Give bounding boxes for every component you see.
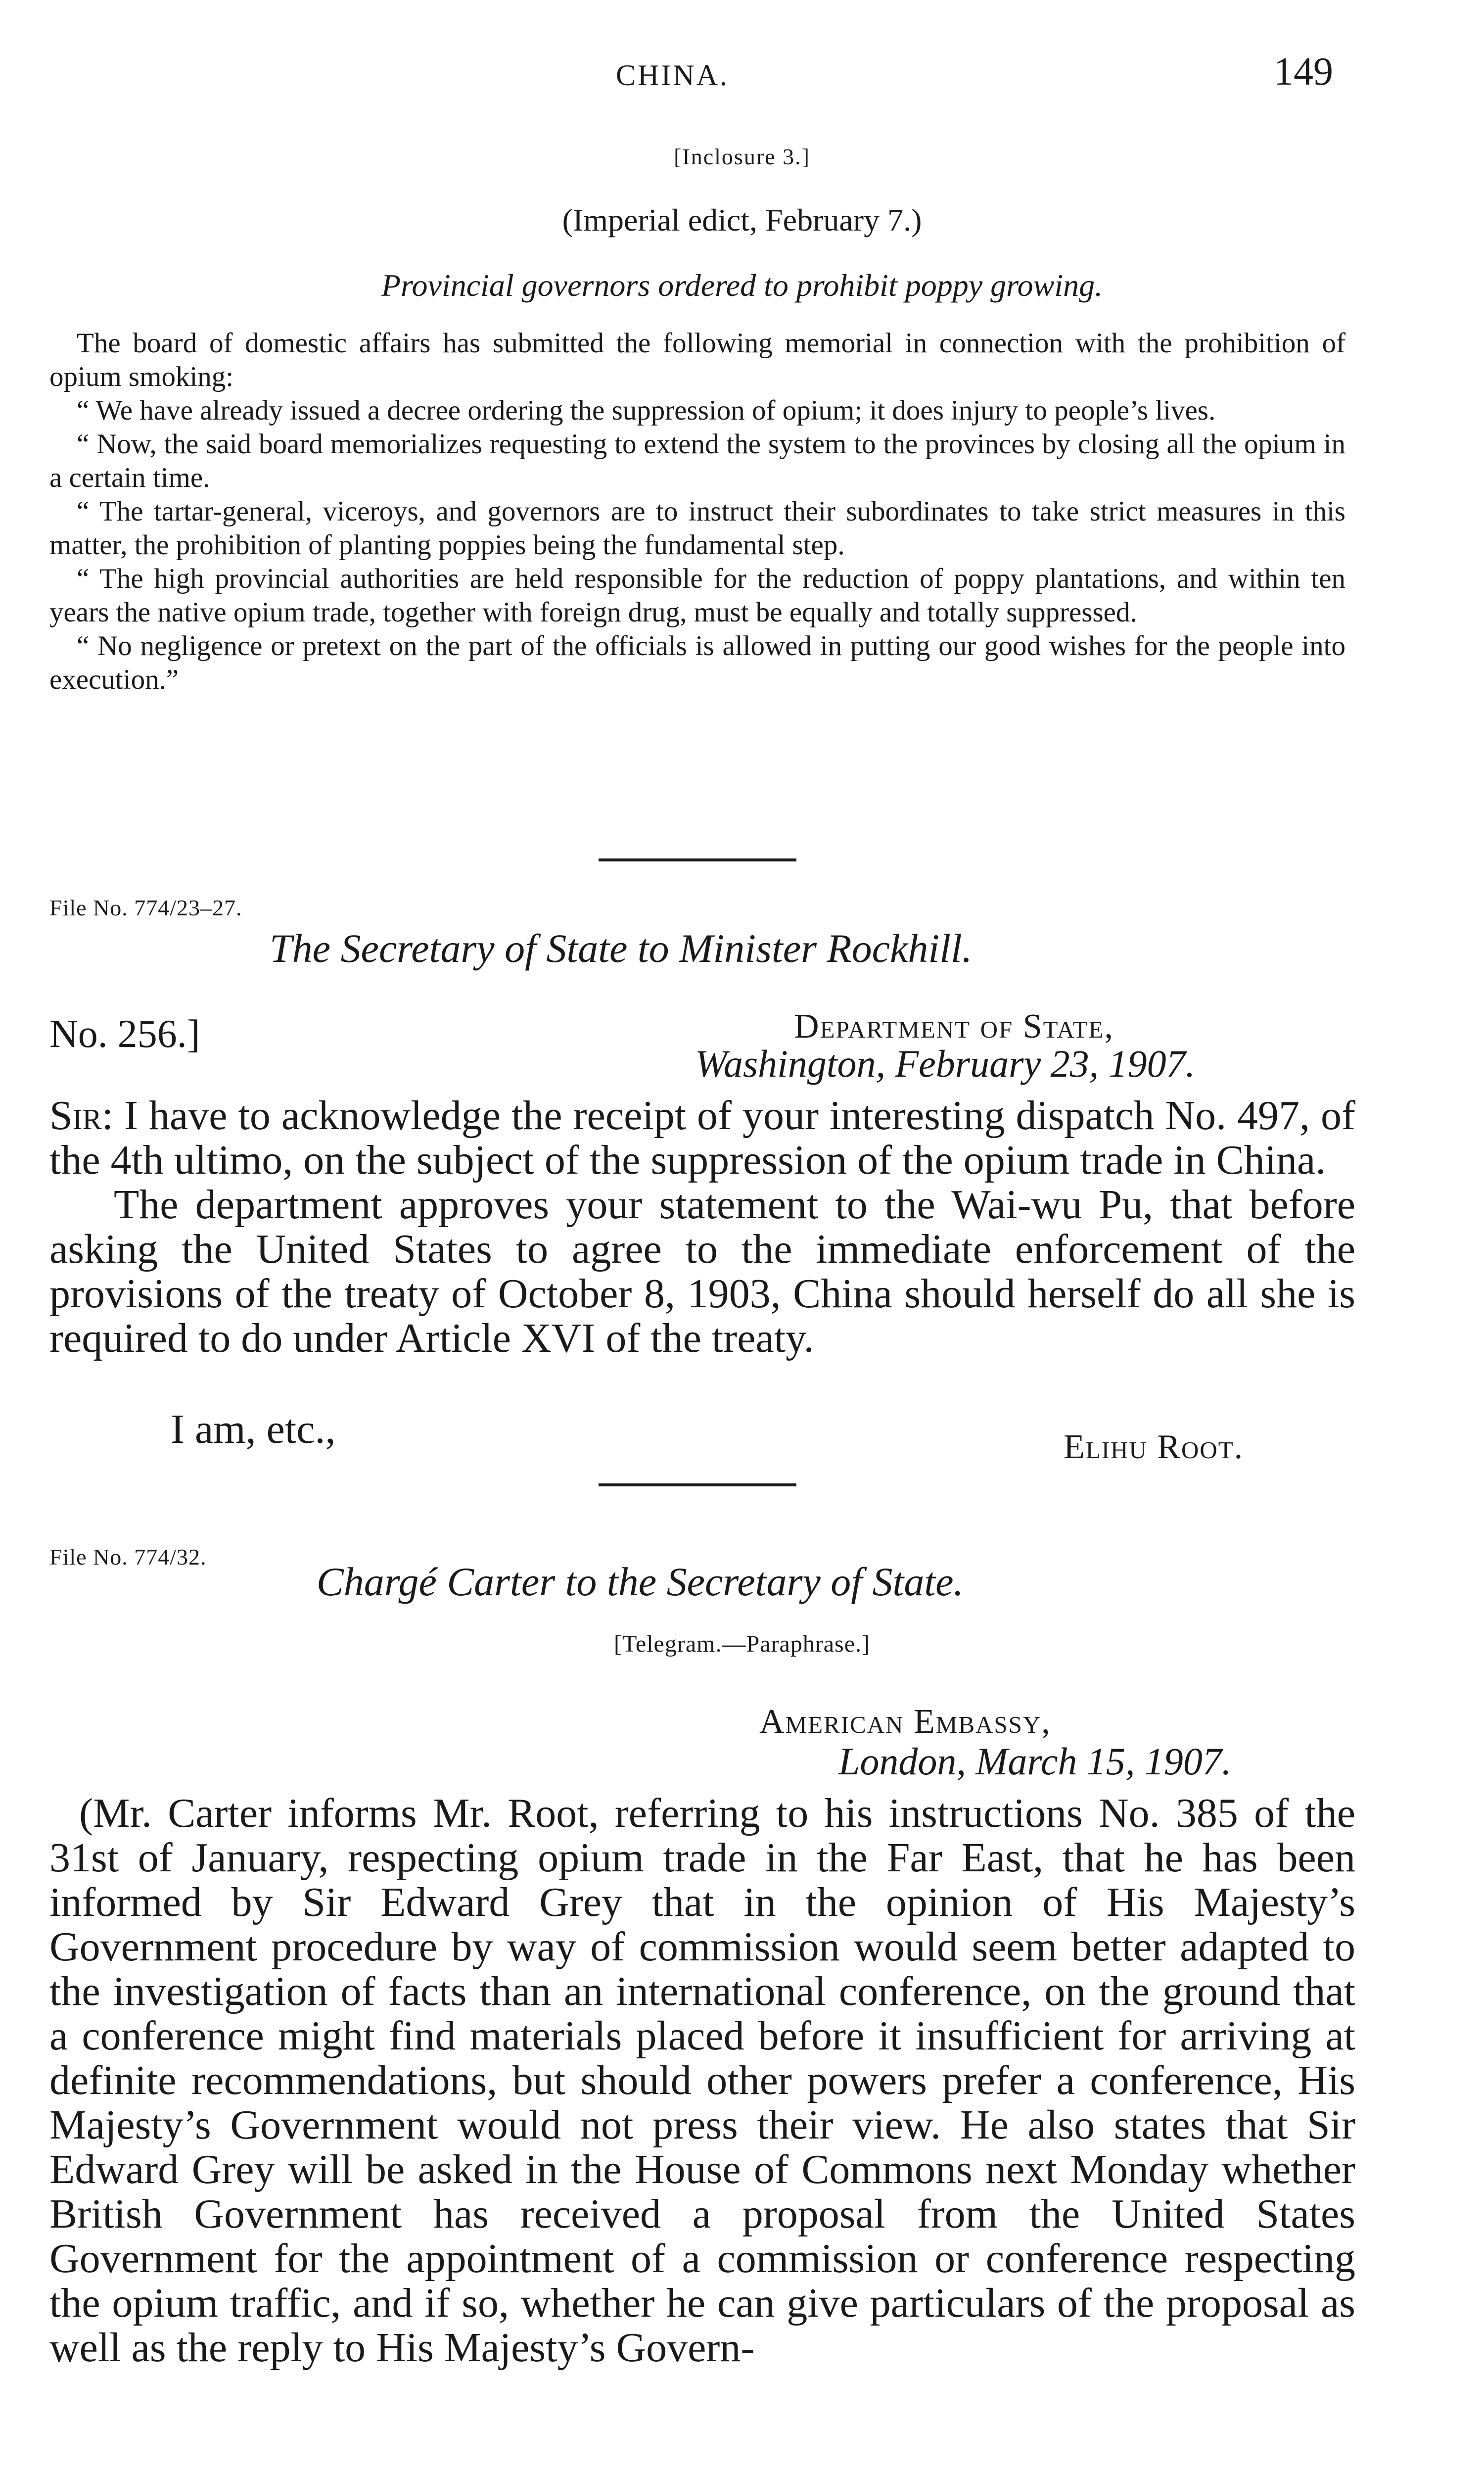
edict-paragraph: “ Now, the said board memorializes requesting to extend the system to the provinces by closing all the opium in a certain time.: [49, 428, 1345, 493]
telegram-label: [Telegram.—Paraphrase.]: [613, 1631, 871, 1657]
page-number: 149: [1274, 50, 1333, 94]
department-heading: Department of State,: [794, 1007, 1114, 1046]
signature: Elihu Root.: [1064, 1428, 1244, 1466]
section-divider: [599, 858, 796, 861]
telegram-body: [49, 1791, 1355, 2370]
inclosure-label: [Inclosure 3.]: [674, 144, 810, 169]
telegram-paragraph: (Mr. Carter informs Mr. Root, referring to his instructions No. 385 of the 31st of January, respecting opium trade in the Far East, that he has been informed by Sir Edward Grey that in the opinion of His Majesty’s Government procedure by way of commission would seem better adapted to the investigation of facts than an international conference, on the ground that a conference might find materials placed before it insufficient for arriving at definite recommendations, but should other powers prefer a conference, His Majesty’s Government would not press their view. He also states that Sir Edward Grey will be asked in the House of Commons next Monday whether British Government has received a proposal from the United States Government for the appointment of a commission or conference respecting the opium traffic, and if so, whether he can give particulars of the proposal as well as the reply to His Majesty’s Govern-: [49, 1790, 1355, 2371]
closing: I am, etc.,: [171, 1406, 336, 1452]
section-divider: [599, 1483, 796, 1486]
embassy-heading: American Embassy,: [759, 1703, 1051, 1741]
edict-text: [49, 327, 1345, 697]
dispatch-number: No. 256.]: [49, 1012, 200, 1056]
edict-paragraph: The board of domestic affairs has submitted the following memorial in connection with the prohibition of opium smoking:: [49, 328, 1345, 392]
letter-paragraph: I have to acknowledge the receipt of your interesting dispatch No. 497, of the 4th ultimo, on the subject of the suppression of the opium trade in China.: [49, 1093, 1355, 1183]
letter-title: Chargé Carter to the Secretary of State.: [317, 1559, 964, 1604]
letter-title: The Secretary of State to Minister Rockhill.: [270, 926, 973, 971]
running-head: CHINA.: [616, 59, 729, 92]
file-number: File No. 774/32.: [49, 1544, 207, 1570]
letter-body: [49, 1094, 1355, 1361]
edict-paragraph: “ The tartar-general, viceroys, and governors are to instruct their subordinates to take strict measures in this matter, the prohibition of planting poppies being the fundamental step.: [49, 496, 1345, 561]
edict-paragraph: “ We have already issued a decree ordering the suppression of opium; it does injury to people’s lives.: [77, 395, 1216, 426]
file-number: File No. 774/23–27.: [49, 895, 242, 920]
letter-paragraph: The department approves your statement to the Wai-wu Pu, that before asking the United States to agree to the immediate enforcement of the provisions of the treaty of October 8, 1903, China should herself do all she is required to do under Article XVI of the treaty.: [49, 1182, 1355, 1361]
edict-caption: (Imperial edict, February 7.): [562, 202, 922, 238]
salutation: Sir:: [49, 1093, 114, 1139]
edict-heading: Provincial governors ordered to prohibit poppy growing.: [381, 268, 1103, 303]
letter-dateline: London, March 15, 1907.: [838, 1740, 1232, 1783]
letter-dateline: Washington, February 23, 1907.: [695, 1042, 1196, 1085]
edict-paragraph: “ The high provincial authorities are held responsible for the reduction of poppy plantations, and within ten years the native opium trade, together with foreign drug, must be equally and totally suppressed.: [49, 563, 1345, 628]
edict-paragraph: “ No negligence or pretext on the part of the officials is allowed in putting our good wishes for the people into execution.”: [49, 630, 1345, 695]
